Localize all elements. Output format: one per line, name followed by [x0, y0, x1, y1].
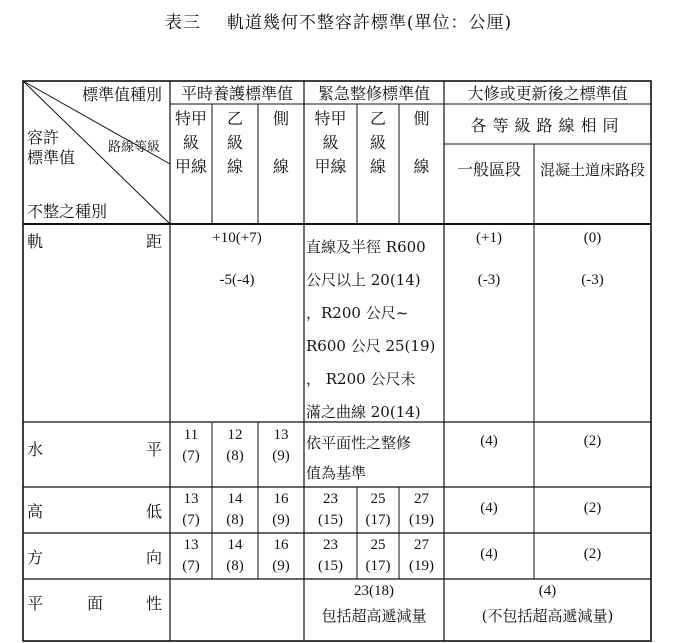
level-general: (4): [480, 433, 498, 449]
level-a: [170, 425, 212, 467]
twist-urgent-value: 23(18): [354, 583, 394, 599]
header-routine: 平時養護標準值: [180, 84, 293, 103]
level-concrete: (2): [583, 433, 602, 449]
gauge-urgent-line: ，R200 公尺~: [306, 304, 409, 322]
header-line: 特甲: [314, 109, 347, 128]
gauge-urgent-text: [306, 231, 435, 429]
header-line: 級: [226, 133, 243, 152]
level-c: [258, 425, 304, 467]
twist-overhaul-note: (不包括超高遞減量): [481, 607, 614, 625]
header-line: 線: [272, 157, 289, 176]
header-line: 線: [226, 157, 243, 176]
header-routine-siding: [258, 107, 304, 179]
direction-ua-sub: (15): [318, 558, 343, 574]
direction-a-sub: (7): [182, 558, 200, 574]
row-twist-label-3: 性: [146, 594, 163, 613]
direction-b: [212, 535, 258, 577]
level-b: [212, 425, 258, 467]
header-overhaul-concrete: 混凝土道床路段: [539, 161, 645, 179]
direction-uc-value: 27: [414, 537, 429, 553]
height-ua-sub: (15): [318, 512, 343, 528]
level-a-sub: (7): [182, 448, 200, 464]
height-c-sub: (9): [272, 512, 290, 528]
level-urgent-text: [306, 428, 411, 488]
height-ub: [357, 489, 399, 531]
direction-ua-value: 23: [323, 537, 338, 553]
height-a-sub: (7): [182, 512, 200, 528]
height-ub-value: 25: [370, 491, 386, 507]
height-b: [212, 489, 258, 531]
height-ub-sub: (17): [365, 512, 391, 528]
header-urgent: 緊急整修標準值: [317, 84, 430, 103]
header-line: 乙: [369, 109, 386, 128]
header-line: 甲線: [174, 157, 207, 176]
direction-ua: [304, 535, 357, 577]
level-c-value: 13: [273, 427, 289, 443]
row-direction-label-right: 向: [146, 548, 163, 567]
level-b-sub: (8): [226, 448, 244, 464]
direction-b-value: 14: [227, 537, 243, 553]
row-gauge-label-right: 距: [146, 232, 163, 251]
header-line: 甲線: [314, 157, 347, 176]
gauge-concrete-plus: (0): [583, 230, 602, 246]
header-line: 乙: [226, 109, 243, 128]
header-standard-value: 標準值: [27, 148, 76, 167]
height-a: [170, 489, 212, 531]
gauge-urgent-line: 滿之曲線 20(14): [306, 403, 421, 421]
row-twist-label-2: 面: [87, 594, 104, 613]
row-height-label-left: 高: [27, 502, 44, 521]
height-a-value: 13: [183, 491, 199, 507]
header-overhaul-general: 一般區段: [456, 160, 521, 179]
table-number: 表三: [164, 13, 201, 33]
gauge-urgent-line: R600 公尺 25(19): [306, 337, 436, 355]
header-routine-class-a: [170, 107, 212, 179]
direction-b-sub: (8): [226, 558, 244, 574]
height-concrete: (2): [583, 500, 602, 516]
twist-urgent-note: 包括超高遞減量: [321, 607, 427, 625]
header-standard-type: 標準值種別: [82, 85, 163, 104]
height-uc-sub: (19): [409, 512, 434, 528]
height-uc: [399, 489, 444, 531]
row-twist-label-1: 平: [27, 594, 44, 613]
table-title: 軌道幾何不整容許標準(單位：公厘): [226, 13, 513, 33]
gauge-urgent-line: 公尺以上 20(14): [306, 271, 421, 289]
header-line: 側: [272, 109, 289, 128]
gauge-urgent-line: 直線及半徑 R600: [306, 238, 426, 256]
direction-concrete: (2): [583, 546, 602, 562]
height-ua-value: 23: [323, 491, 338, 507]
direction-a-value: 13: [183, 537, 199, 553]
height-uc-value: 27: [414, 491, 429, 507]
header-routine-class-b: [212, 107, 258, 179]
twist-overhaul-value: (4): [538, 583, 557, 599]
row-direction-label-left: 方: [27, 548, 44, 567]
header-overhaul: 大修或更新後之標準值: [467, 84, 628, 103]
header-overhaul-note: 各等級路線相同: [470, 116, 625, 135]
direction-uc-sub: (19): [409, 558, 434, 574]
level-urgent-line: 值為基準: [306, 464, 367, 482]
direction-c: [258, 535, 304, 577]
level-urgent-line: 依平面性之整修: [306, 434, 412, 452]
direction-a: [170, 535, 212, 577]
header-line: 級: [322, 133, 339, 152]
gauge-general-minus: (-3): [477, 272, 501, 288]
row-gauge-label-left: 軌: [27, 232, 44, 251]
gauge-routine-plus: +10(+7): [212, 230, 262, 246]
direction-c-sub: (9): [272, 558, 290, 574]
header-line: 側: [413, 109, 430, 128]
header-urgent-class-b: [357, 107, 399, 179]
header-line: 線: [413, 157, 430, 176]
header-route-grade: 路線等級: [108, 140, 161, 155]
header-urgent-siding: [399, 107, 444, 179]
direction-ub-sub: (17): [365, 558, 391, 574]
header-allowable: 容許: [27, 128, 60, 147]
gauge-routine-minus: -5(-4): [219, 272, 255, 288]
header-line: 特甲: [174, 109, 207, 128]
header-urgent-class-a: [304, 107, 357, 179]
header-irregularity-type: 不整之種別: [27, 202, 108, 221]
level-b-value: 12: [227, 427, 243, 443]
row-level-label-right: 平: [146, 440, 163, 459]
gauge-urgent-line: ， R200 公尺未: [306, 370, 416, 388]
header-line: 級: [369, 133, 386, 152]
header-line: 級: [182, 133, 199, 152]
header-line: 線: [369, 157, 386, 176]
height-b-sub: (8): [226, 512, 244, 528]
row-height-label-right: 低: [146, 502, 163, 521]
row-level-label-left: 水: [27, 440, 44, 459]
gauge-general-plus: (+1): [476, 230, 502, 246]
direction-ub-value: 25: [370, 537, 386, 553]
direction-uc: [399, 535, 444, 577]
direction-general: (4): [480, 546, 498, 562]
direction-c-value: 16: [273, 537, 289, 553]
gauge-concrete-minus: (-3): [581, 272, 604, 288]
level-c-sub: (9): [272, 448, 290, 464]
height-b-value: 14: [227, 491, 243, 507]
height-ua: [304, 489, 357, 531]
level-a-value: 11: [183, 427, 199, 443]
height-c: [258, 489, 304, 531]
height-c-value: 16: [273, 491, 289, 507]
height-general: (4): [480, 500, 498, 516]
direction-ub: [357, 535, 399, 577]
